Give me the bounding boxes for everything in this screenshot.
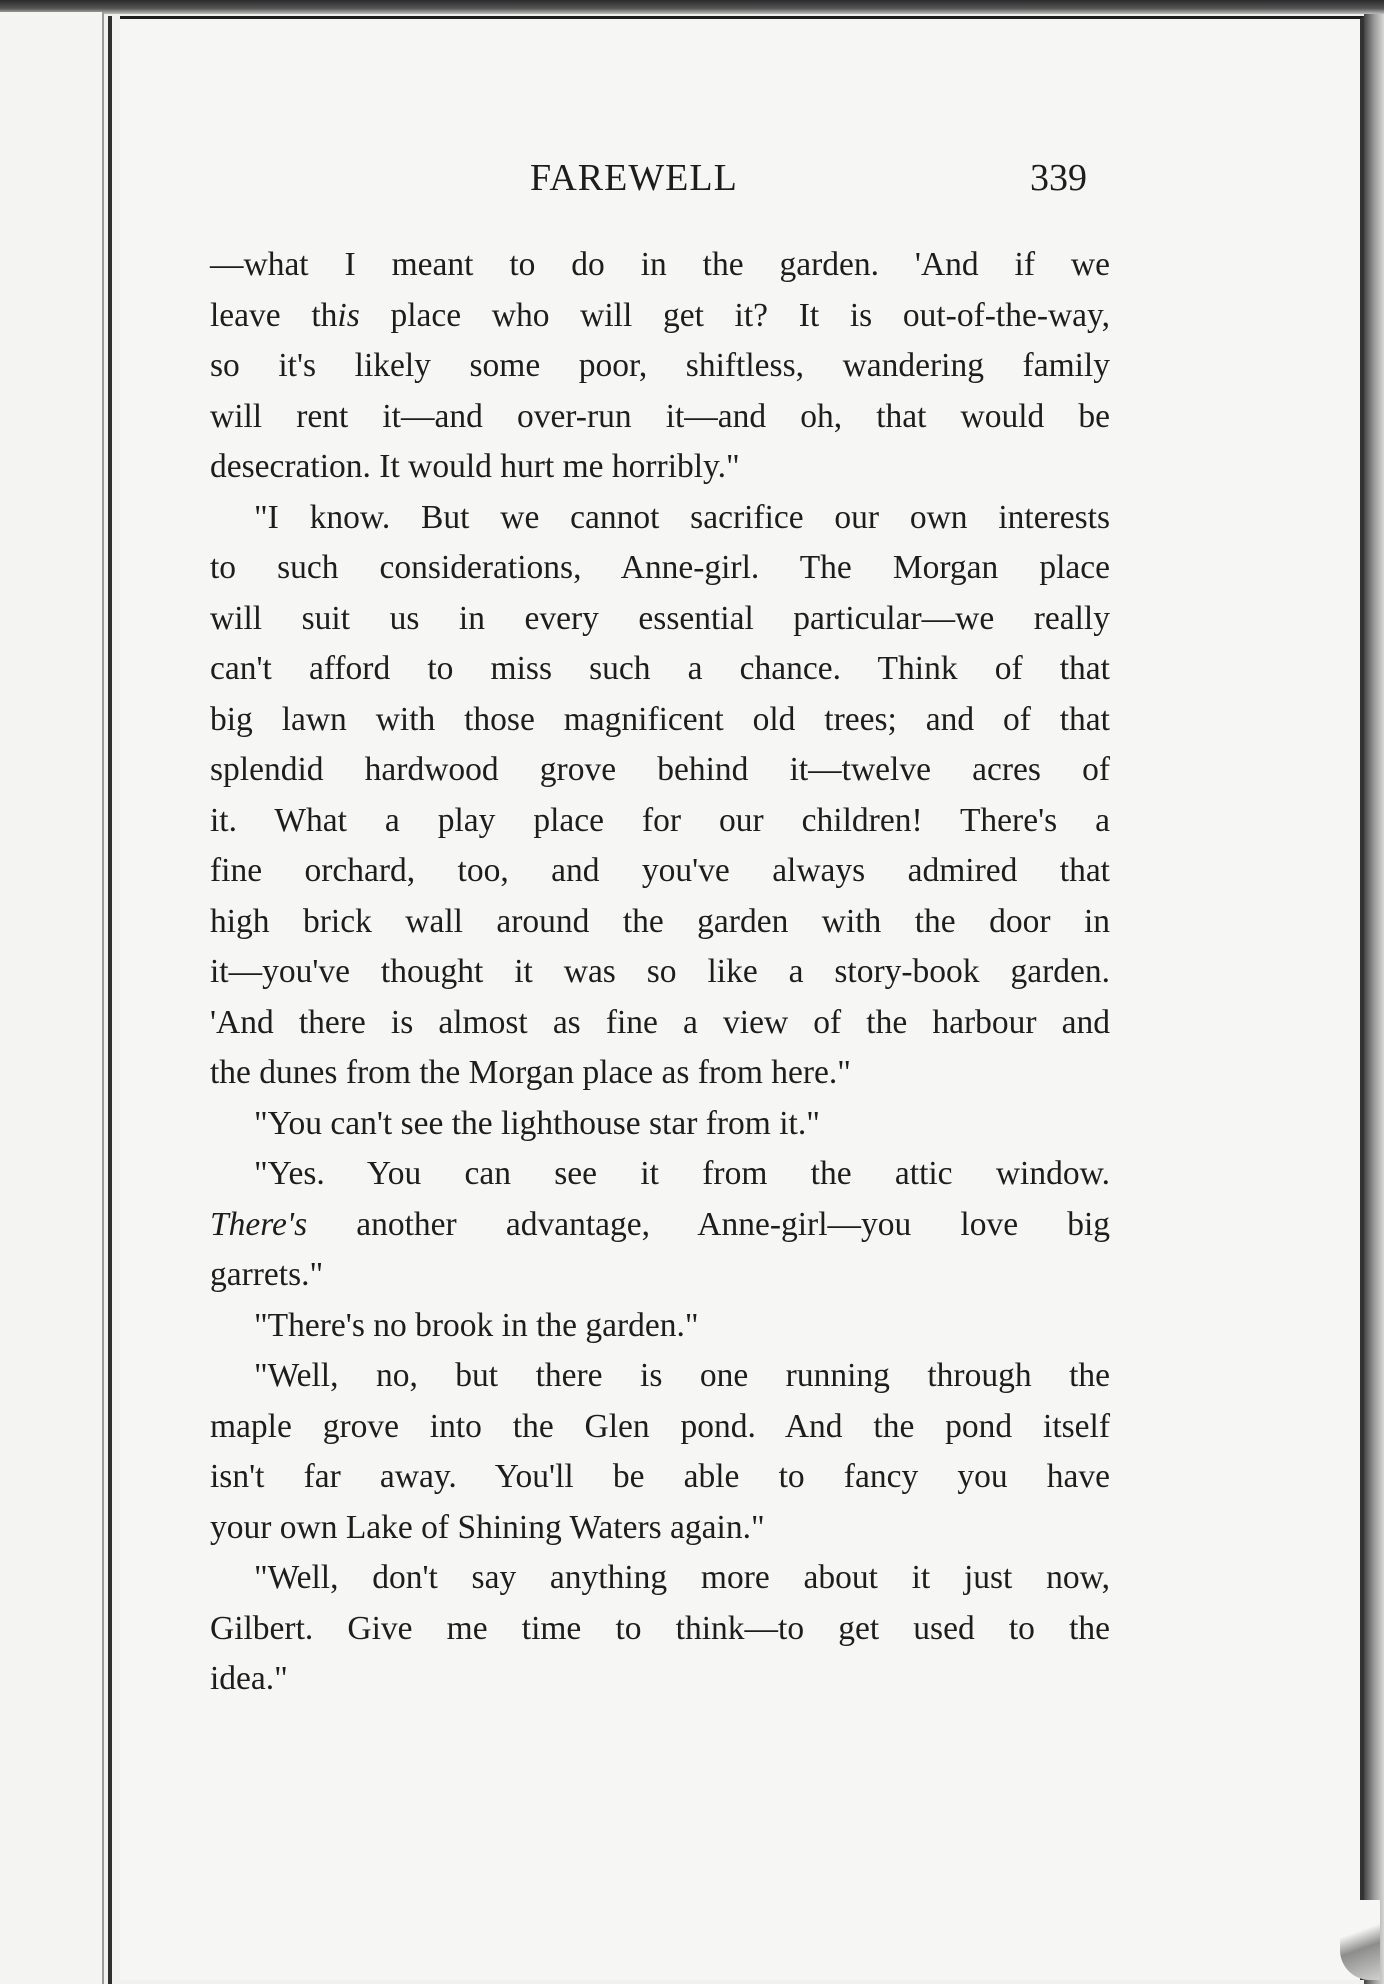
text-line: There's another advantage, Anne-girl—you love big	[210, 1205, 1110, 1243]
emphasized-word: There's	[210, 1205, 308, 1243]
text-line: your own Lake of Shining Waters again."	[210, 1508, 765, 1546]
text-line: desecration. It would hurt me horribly."	[210, 448, 740, 485]
text-line: garrets."	[210, 1256, 324, 1293]
text-line: fine orchard, too, and you've always admired that	[210, 852, 1110, 889]
page-corner-curl	[1340, 1900, 1380, 1980]
text-line: maple grove into the Glen pond. And the pond itself	[210, 1407, 1110, 1445]
text-line: "Well, don't say anything more about it just now,	[254, 1559, 1110, 1596]
emphasized-word: is	[337, 296, 360, 334]
gutter-line	[108, 16, 112, 1984]
text-line: high brick wall around the garden with the door in	[210, 902, 1110, 940]
text-line: will suit us in every essential particular—we really	[210, 599, 1110, 637]
body-text	[210, 240, 1110, 1705]
facing-page-edge	[0, 12, 104, 1984]
text-line: leave this place who will get it? It is out-of-the-way,	[210, 296, 1110, 334]
text-line: it—you've thought it was so like a story-book garden.	[210, 953, 1110, 990]
text-line: big lawn with those magnificent old trees; and of that	[210, 700, 1110, 738]
text-line: Gilbert. Give me time to think—to get used to the	[210, 1609, 1110, 1647]
text-line: isn't far away. You'll be able to fancy you have	[210, 1458, 1110, 1495]
text-line: the dunes from the Morgan place as from here."	[210, 1054, 851, 1091]
page-number: 339	[1030, 157, 1087, 199]
scan-top-edge	[0, 0, 1384, 14]
text-line: "Well, no, but there is one running through the	[254, 1357, 1110, 1394]
text-line: "Yes. You can see it from the attic window.	[254, 1155, 1110, 1192]
page-edge-shadow	[1364, 14, 1384, 1984]
text-line: idea."	[210, 1660, 288, 1697]
text-line: will rent it—and over-run it—and oh, that would be	[210, 397, 1110, 435]
text-line: 'And there is almost as fine a view of the harbour and	[210, 1003, 1110, 1041]
text-line: splendid hardwood grove behind it—twelve acres of	[210, 751, 1110, 788]
text-line: to such considerations, Anne-girl. The Morgan place	[210, 549, 1110, 586]
text-line: "I know. But we cannot sacrifice our own interests	[254, 498, 1110, 536]
text-line: it. What a play place for our children! There's a	[210, 801, 1110, 839]
running-head	[120, 150, 1364, 210]
text-line: "There's no brook in the garden."	[254, 1306, 699, 1344]
text-line: —what I meant to do in the garden. 'And if we	[210, 246, 1110, 283]
text-line: so it's likely some poor, shiftless, wandering family	[210, 347, 1110, 384]
text-line: "You can't see the lighthouse star from it."	[254, 1104, 820, 1142]
text-line: can't afford to miss such a chance. Think of that	[210, 650, 1110, 687]
chapter-title: FAREWELL	[530, 157, 738, 199]
